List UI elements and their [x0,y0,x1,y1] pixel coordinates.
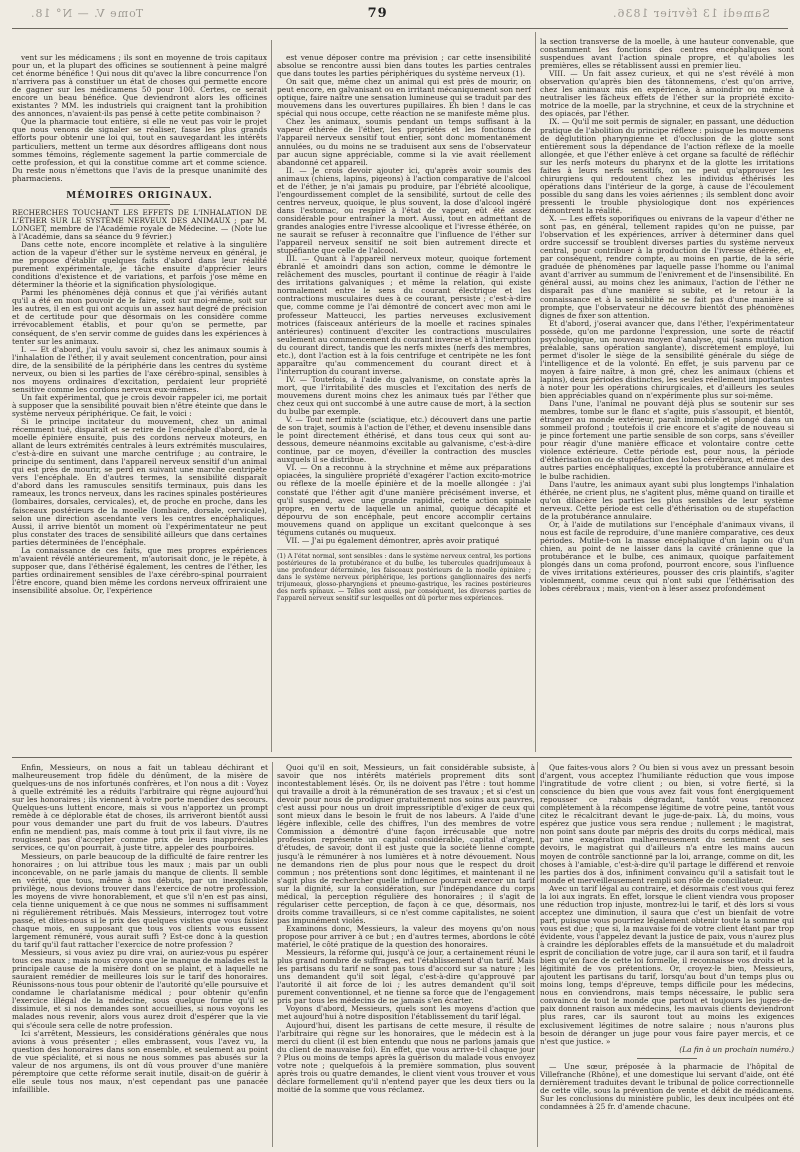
header-left-mirror-text: Tome V. — N° 18. [30,6,144,20]
header-right-mirror-text: Samedi 13 février 1836. [612,6,770,20]
col2-paragraph: Chez les animaux, soumis pendant un temps suffisant à la vapeur éthérée de l'éther, les propriétés et les fonctions de l'appareil nerveux sensitif tout entier, sont donc momentanément annulées, ou du moins ne se traduisent aux sens de l'observateur par aucun signe appréciable, comme si la vie avait réellement abandonné cet appareil. [277,117,531,167]
col4-paragraph: Enfin, Messieurs, on nous a fait un tableau déchirant et malheureusement trop fidèle du dénûment, de la misère de quelques-uns de nos infortunés confrères, et l'on nous a dit : Voyez à quelle extrémité les a réduits l'arbitraire qui règne aujourd'hui sur les honoraires ; ils viennent à votre porte mendier des secours. Quelques-uns luttent encore, mais si vous n'apportez un prompt remède à ce déplorable état de choses, ils arriveront bientôt aussi pour vous demander une part du fruit de vos labeurs. D'autres enfin ne mendient pas, mais comme à tout prix il faut vivre, ils ne rougissent pas d'accepter comme prix de leurs inappréciables services, ce qu'on pourrait, à juste titre, appeler des pourboires. [12,764,268,853]
col5-paragraph: Aujourd'hui, disent les partisans de cette mesure, il résulte de l'arbitraire qui règne sur les honoraires, que le médecin est à la merci du client (il est bien entendu que nous ne parlons jamais que du client de mauvaise foi). En effet, que vous arrive-t-il chaque jour ? Plus ou moins de temps après la guérison du malade vous envoyez votre note ; quelquefois à la première sommation, plus souvent après trois ou quatre demandes, le client vient vous trouver et vous déclare formellement qu'il n'entend payer que les deux tiers ou la moitié de la somme que vous réclamez. [277,1020,535,1094]
col1-paragraph: I. — Et d'abord, j'ai voulu savoir si, chez les animaux soumis à l'inhalation de l'éther, il y avait seulement concentration, pour ainsi dire, de la sensibilité de la périphérie dans les centres du système nerveux, ou bien si les parties de l'axe cérébro-spinal, sensibles à nos moyens ordinaires d'excitation, perdaient leur propriété sensitive comme les cordons nerveux eux-mêmes. [12,344,267,394]
section-divider [110,204,170,205]
col4-paragraph: Messieurs, si vous aviez pu dire vrai, on auriez-vous pu espérer tous ces maux ; mais nous croyons que le manque de malades est la principale cause de la misère dont on se plaint, et à laquelle ne sauraient remédier de meilleures lois sur le tarif des honoraires. Réunissons-nous tous pour obtenir de l'autorité qu'elle poursuive et condamne le charlatanisme médical ; pour obtenir qu'enfin l'exercice illégal de la médecine, sous quelque forme qu'il se dissimule, et si nos demandes sont accueillies, si nous voyons les malades nous revenir, alors vous aurez droit d'espérer que la vie qui s'écoule sera celle de notre profession. [12,948,268,1030]
article-intro: RECHERCHES TOUCHANT LES EFFETS DE L'INHALATION DE L'ÉTHER SUR LE SYSTÈME NERVEUX DES ANIMAUX ; par M. LONGET, membre de l'Académie royale de Médecine. — (Note lue à l'Académie, dans sa séance du 9 février.) [12,207,267,241]
footnote: (1) A l'état normal, sont sensibles : dans le système nerveux central, les portions postérieures de la protubérance et du bulbe, les tubercules quadrijumeaux à une profondeur déterminée, les faisceaux postérieurs de la moelle épinière ; dans le système nerveux périphérique, les portions ganglionnaires des nerfs trijumeaux, glosso-pharyngiens et pneumo-gastrique, les racines postérieures des nerfs spinaux. — Telles sont aussi, par conséquent, les diverses parties de l'appareil nerveux sensitif sur lesquelles ont dû porter mes expériences. [277,549,531,602]
col6-paragraph: Avec un tarif légal au contraire, et désormais c'est vous qui ferez la loi aux ingrats. En effet, lorsque le client viendra vous proposer une réduction trop injuste, montrez-lui le tarif, et dès lors si vous acceptez une diminution, il saura que c'est un bienfait de votre part, puisque vous pourriez légalement obtenir toute la somme qui vous est due ; que si, la mauvaise foi de votre client étant par trop évidente, vous l'appelez devant la justice de paix, vous n'aurez plus à craindre les déplorables effets de la mansuétude et du maladroit esprit de conciliation de votre juge, car il aura son tarif, et il faudra bien qu'en face de cette loi formelle, il reconnaisse vos droits et la légitimité de vos prétentions. Or, croyez-le bien, Messieurs, ajoutent les partisans du tarif, lorsqu'au bout d'un temps plus ou moins long, temps d'épreuve, temps difficile pour les médecins, nous en conviendrons, mais temps nécessaire, le public sera convaincu de tout le monde que partout et toujours les juges-de-paix donnent raison aux médecins, les mauvais clients deviendront plus rares, car ils sauront tout au moins les exigences exclusivement légitimes de notre salaire ; nous n'aurons plus besoin de déranger un juge pour vous faire payer mercis, et ce n'est que justice. » [540,883,794,1046]
col1-paragraph: Que la pharmacie tout entière, si elle ne veut pas voir le projet que nous venons de signaler se réaliser, fasse les plus grands efforts pour obtenir une loi qui, tout en sauvegardant les intérêts particuliers, mettent un terme aux désordres affligeans dont nous sommes témoins, réglemente sagement la partie commerciale de cette profession, et qui la constitue comme art et comme science. Du reste nous n'émettons que l'avis de la presque unanimité des pharmaciens. [12,117,267,183]
col1-paragraph: Si le principe incitateur du mouvement, chez un animal récemment tué, disparaît et se retire de l'encéphale d'abord, de la moelle épinière ensuite, puis des cordons nerveux moteurs, en allant de leurs extrémités centrales à leurs extrémités musculaires, c'est-à-dire en suivant une marche centrifuge ; au contraire, le principe du sentiment, dans l'appareil nerveux sensitif d'un animal qui est près de mourir, se perd en suivant une marche centripète vers l'encéphale. En d'autres termes, la sensibilité disparaît d'abord dans les ramuscules sensitifs terminaux, puis dans les rameaux, les troncs nerveux, dans les racines spinales postérieures (lombaires, dorsales, cervicales), et, de proche en proche, dans les faisceaux postérieurs de la moelle (lombaire, dorsale, cervicale), selon une direction ascendante vers les centres encéphaliques. Aussi, il arrive bientôt un moment où l'expérimentateur ne peut plus constater des traces de sensibilité ailleurs que dans certaines parties déterminées de l'encéphale. [12,417,267,547]
col5-paragraph: Voyons d'abord, Messieurs, quels sont les moyens d'action que met aujourd'hui à notre disposition l'établissement du tarif légal. [277,1004,535,1022]
col2-paragraph: V. — Tout nerf mixte (sciatique, etc.) découvert dans une partie de son trajet, soumis à l'action de l'éther, et devenu insensible dans le point directement éthérisé, et dans tous ceux qui sont au-dessous, demeure néanmoins excitable au galvanisme, c'est-à-dire continue, par ce moyen, d'éveiller la contraction des muscles auxquels il se distribue. [277,415,531,465]
item-divider [637,1058,697,1059]
col5-paragraph: Examinons donc, Messieurs, la valeur des moyens qu'on nous propose pour arriver à ce but ; en d'autres termes, abordons le côté matériel, le côté pratique de la question des honoraires. [277,923,535,950]
column-1 [12,54,267,751]
column-3 [540,38,794,751]
col3-paragraph: X. — Les effets soporifiques ou enivrans de la vapeur d'éther ne sont pas, en général, tellement rapides qu'on ne puisse, par l'observation et les expériences, arriver à déterminer dans quel ordre successif se troublent diverses parties du système nerveux central, pour contribuer à la production de l'ivresse éthérée, et, par conséquent, rendre compte, au moins en partie, de la série graduée de phénomènes par laquelle passe l'homme ou l'animal avant d'arriver au summum de l'enivrement et de l'insensibilité. En général aussi, au moins chez les animaux, l'action de l'éther ne disparaît pas d'une manière si subite, et le retour à la connaissance et à la sensibilité ne se fait pas d'une manière si prompte, que l'observateur ne découvre bientôt des phénomènes dignes de fixer son attention. [540,214,794,320]
col5-paragraph: Quoi qu'il en soit, Messieurs, un fait considérable subsiste, à savoir que nos intérêts matériels proprement dits sont incontestablement lésés. Or, ils ne doivent pas l'être : tout homme qui travaille a droit à la rémunération de ses travaux ; et si c'est un devoir pour nous de prodiguer gratuitement nos soins aux pauvres, c'est aussi pour nous un droit impressriptible d'exiger de ceux qui sont mieux dans le besoin le fruit de nos labeurs. A l'aide d'une légère inflexible, celle des chiffres, l'un des membres de votre Commission a démontré d'une façon irrécusable que notre profession représente un capital considérable, capital d'argent, d'études, de savoir, dont il est juste que la société lienne compte jusqu'à le rémunérer à nos lumières et à notre dévouement. Nous ne demandons rien de plus pour nous que le respect du droit commun ; nos prétentions sont donc légitimes, et maintenant il ne s'agit plus de rechercher quelle influence pourrait exercer un tarif sur la dignité, sur la considération, sur l'indépendance du corps médical, la perception régulière des honoraires ; il s'agit de régulariser cette perception, de façon à ce que, désormais, nos droits comme travailleurs, si ce n'est comme capitalistes, ne soient pas impunément violés. [277,764,535,925]
col3-paragraph: Et d'abord, j'oserai avancer que, dans l'éther, l'expérimentateur possède, qu'on me pardonne l'expression, une sorte de réactif psychologique, un nouveau moyen d'analyse, qui (sans mutilation préalable, sans opération sanglante), discrètement employé, lui permet d'isoler le siège de la sensibilité générale du siège de l'intelligence et de la volonté. En effet, je suis parvenu par ce moyen à faire naître, à mon gré, chez les animaux (chiens et lapins), deux périodes distinctes, les seules réellement importantes à noter pour les opérations chirurgicales, et d'ailleurs les seules bien appréciables quand on n'expérimente plus sur soi-même. [540,318,794,401]
col4-paragraph: Messieurs, on parle beaucoup de la difficulté de faire rentrer les honoraires ; on lui attribue tous les maux ; mais par un oubli inconcevable, on ne parle jamais du manque de clients. Il semble en vérité, que tous, même à nos débuts, par un inexplicable privilège, nous devions trouver dans l'exercice de notre profession, les moyens de vivre honorablement, et que s'il n'en est pas ainsi, cela tienne uniquement à ce que nous ne sommes ni suffisamment ni régulièrement rétribués. Mais Messieurs, interrogez tout votre passé, et dites-nous si le prix des quelques visites que vous faisiez chaque mois, en supposant que tous vos clients vous eussent largement rémunéré, vous aurait suffi ? Est-ce donc à la question du tarif qu'il faut rattacher l'exercice de notre profession ? [12,851,268,950]
column-4 [12,764,268,1144]
col2-paragraph: VI. — On a reconnu à la strychnine et même aux préparations opiacées, la singulière propriété d'exagérer l'action excito-motrice ou réflexe de la moelle épinière et de la moelle allongée : j'ai constaté que l'éther agit d'une manière précisément inverse, et qu'il suspend, avec une grande rapidité, cette action spinale propre, en vertu de laquelle un animal, quoique décapité et dépourvu de son encéphale, peut encore accomplir certains mouvemens quand on applique un excitant quelconque à ses tégumens cutanés ou muqueux. [277,463,531,537]
col2-paragraph: VII. — J'ai pu également démontrer, après avoir pratiqué [286,535,500,545]
col3-paragraph: Or, à l'aide de mutilations sur l'encéphale d'animaux vivans, il nous est facile de reproduire, d'une manière comparative, ces deux périodes. Mutile-t-on la masse encéphalique d'un lapin ou d'un chien, au point de ne laisser dans la cavité crânienne que la protubérance et le bulbe, ces animaux, quoique parfaitement plongés dans un coma profond, pourront encore, sous l'influence de vives irritations extérieures, pousser des cris plaintifs, s'agiter violemment, comme ceux qui n'ont subi que l'éthérisation des lobes cérébraux ; mais, vient-on à léser assez profondément [540,519,794,594]
col6-paragraph: Que faites-vous alors ? Ou bien si vous avez un pressant besoin d'argent, vous acceptez l'humiliante réduction que vous impose l'ingratitude de votre client ; ou bien, si votre fierté, si la conscience du bien que vous avez fait vous font énergiquement repousser ce rabais dégradant, tantôt vous renoncez complètement à la récompense légitime de votre peine, tantôt vous citez le récalcitrant devant le juge-de-paix. Là, du moins, vous espérez que justice vous sera rendue ; nullement ; le magistrat, non point sans doute par mépris des droits du corps médical, mais par une exagération malheureusement du sentiment de ses devoirs, le magistrat qui d'ailleurs n'a entre les mains aucun moyen de contrôle sanctionné par la loi, arrange, comme on dit, les choses à l'amiable, c'est-à-dire qu'il partage le différend et renvoie les parties dos à dos, infiniment convaincu qu'il a satisfait tout le monde et merveilleusement rempli son rôle de conciliateur. [540,764,794,885]
col3-paragraph: VIII. — Un fait assez curieux, et qui ne s'est révélé à mon observation qu'après bien des tâtonnemens, c'est qu'on arrive, chez les animaux mis en expérience, à amoindrir ou même à neutraliser les fâcheux effets de l'éther sur la propriété excito-motrice de la moelle, par la strychnine, et ceux de la strychnine et des opiacés, par l'éther. [540,69,794,119]
col2-paragraph: est venue déposer contre ma prévision ; car cette insensibilité absolue se rencontre aussi bien dans toutes les parties centrales que dans toutes les parties périphériques du système nerveux (1). [277,54,531,79]
section-divider [110,187,170,188]
column-divider-top-1 [271,40,272,752]
col2-paragraph: III. — Quant à l'appareil nerveux moteur, quoique fortement ébranlé et amoindri dans son action, comme le démontre le relâchement des muscles, pourtant il continue de réagir à l'aide des irritations galvaniques ; et même la relation, qui existe normalement entre le sens du courant électrique et les contractions musculaires dues à ce courant, persiste ; c'est-à-dire que, comme comme je l'ai démontré de concert avec mon ami le professeur Matteucci, les parties nerveuses exclusivement motrices (faisceaux antérieurs de la moelle et racines spinales antérieures) continuent d'exciter les contractions musculaires seulement au commencement du courant inverse et à l'interruption du courant direct, tandis que les nerfs mixtes (nerfs des membres, etc.), dont l'action est à la fois centrifuge et centripète ne les font apparaître qu'au commencement du courant direct et à l'interruption du courant inverse. [277,254,531,376]
col1-paragraph: Dans cette note, encore incomplète et relative à la singulière action de la vapeur d'éther sur le système nerveux en général, je me propose d'établir quelques faits d'abord dans leur réalité purement expérimentale, je tâche ensuite d'apprécier leurs conditions d'existence et de variations, et parfois j'ose même en déterminer la théorie et la signification physiologique. [12,239,267,290]
col2-paragraph: IV. — Toutefois, à l'aide du galvanisme, on constate après la mort, que l'irritabilité des muscles et l'excitation des nerfs de mouvemens durent moins chez les animaux tués par l'éther que chez ceux qui ont succombé à une autre cause de mort, à la section du bulbe par exemple. [277,374,531,417]
column-divider-bottom-2 [537,762,538,1147]
column-divider-bottom-1 [272,762,273,1147]
column-divider-top-2 [535,32,536,752]
column-2 [277,54,531,751]
middle-rule [12,757,792,758]
header-rule [12,28,788,29]
col1-paragraph: vent sur les médicamens ; ils sont en moyenne de trois capitaux pour un, et la plupart des officines se soutiennent à peine malgré cet énorme bénéfice ! Qui nous dit qu'avec la libre concurrence l'on n'arrivera pas à constituer un état de choses qui permette encore de gagner sur les médicamens 50 pour 100. Certes, ce serait encore un beau bénéfice. Que deviendront alors les officines existantes ? MM. les industriels qui craignent tant la prohibition des annonces, n'avaient-ils pas pensé à cette petite combinaison ? [12,54,267,119]
col2-paragraph: II. — Je crois devoir ajouter ici, qu'après avoir soumis des animaux (chiens, lapins, pigeons) à l'action comparative de l'alcool et de l'éther, je n'ai jamais pu produire, par l'ébriété alcoolique, l'engourdissement complet de la sensibilité, surtout de celle des centres nerveux, quoique, le plus souvent, la dose d'alcool ingéré dans l'estomac, ou respiré à l'état de vapeur, eût été assez considérable pour entraîner la mort. Aussi, tout en admettant de grandes analogies entre l'ivresse alcoolique et l'ivresse éthérée, on ne saurait se refuser à reconnaître que l'influence de l'éther sur l'appareil nerveux sensitif ne soit bien autrement directe et stupéfiante que celle de l'alcool. [277,165,531,256]
col2-paragraph: On sait que, même chez un animal qui est près de mourir, on peut encore, en galvanisant ou en irritant mécaniquement son nerf optique, faire naître une sensation lumineuse qui se traduit par des mouvemens dans les ouvertures pupillaires. Eh bien ! dans le cas spécial qui nous occupe, cette réaction ne se manifeste même plus. [277,77,531,119]
column-5 [277,764,535,1144]
page-header [0,0,800,26]
col1-paragraph: Parmi les phénomènes déjà connus et que j'ai vérifiés autant qu'il a été en mon pouvoir de le faire, soit sur moi-même, soit sur les autres, il en est qui ont acquis un assez haut degré de précision et de certitude pour que désormais on les considère comme irrévocablement établis, et pour qu'on se permette, par conséquent, de s'en servir comme de guides dans les expériences à tenter sur les animaux. [12,288,267,346]
column-6 [540,764,794,1144]
section-title: MÉMOIRES ORIGINAUX. [66,190,213,201]
continuation-note: (La fin à un prochain numéro.) [679,1044,794,1054]
col1-paragraph: Un fait expérimental, que je crois devoir rappeler ici, me portait à supposer que la sensibilité pouvait bien n'être éteinte que dans le système nerveux périphérique. Ce fait, le voici : [12,392,267,418]
col3-paragraph: IX. — Qu'il me soit permis de signaler, en passant, une déduction pratique de l'abolition du principe réflexe : puisque les mouvemens de déglutition pharyngienne et d'occlusion de la glotte sont entièrement sous la dépendance de l'action réflexe de la moelle allongée, et que l'éther enlève à cet organe sa faculté de réfléchir sur les nerfs moteurs du pharynx et de la glotte les irritations faites à leurs nerfs sensitifs, on ne peut qu'approuver les chirurgiens qui redoutent chez les individus éthérisés les opérations dans l'intérieur de la gorge, à cause de l'écoulement possible du sang dans les voies aériennes ; ils semblent donc avoir pressenti le trouble physiologique dont nos expériences démontrent la réalité. [540,117,794,215]
col3-paragraph: Dans l'autre, les animaux ayant subi plus longtemps l'inhalation éthérée, ne crient plus, ne s'agitent plus, même quand on tiraille et qu'on dilacère les parties les plus sensibles de leur système nerveux. Cette période est celle d'éthérisation ou de stupéfaction de la protubérance annulaire. [540,479,794,521]
page-number: 79 [367,5,388,21]
col6-paragraph: — Une sœur, préposée à la pharmacie de l'hôpital de Villefranche (Rhône), et une domestique lui servant d'aide, ont été dernièrement traduites devant le tribunal de police correctionnelle de cette ville, sous la prévention de vente et débit de médicamens. Sur les conclusions du ministère public, les deux inculpées ont été condamnées à 25 fr. d'amende chacune. [540,1061,794,1111]
col3-paragraph: Dans l'une, l'animal ne pouvant déjà plus se soutenir sur ses membres, tombe sur le flanc et s'agite, puis s'assoupit, et bientôt, étranger au monde extérieur, paraît immobile et plongé dans un sommeil profond ; toutefois il crie encore et s'agite de nouveau si je pince fortement une partie sensible de son corps, sans s'éveiller pour réagir d'une manière efficace et volontaire contre cette violence extérieure. Cette période est, pour nous, la période d'éthérisation ou de stupéfaction des lobes cérébraux, et même des autres parties encéphaliques, excepté la protubérance annulaire et le bulbe rachidien. [540,399,794,481]
col3-paragraph: la section transverse de la moelle, à une hauteur convenable, que constamment les fonctions des centres encéphaliques sont suspendues avant l'action spinale propre, et qu'abolies les premières, elles se rétablissent aussi en premier lieu. [540,38,794,71]
col4-paragraph: Ici s'arrêtent, Messieurs, les considérations générales que nous avions à vous présenter ; elles embrassent, vous l'avez vu, la question des honoraires dans son ensemble, et seulement au point de vue spécialité, et si nous ne nous sommes pas abusés sur la valeur de nos argumens, ils ont dû vous prouver d'une manière péremptoire que cette réforme serait inutile, disait-on de guérir à elle seule tous nos maux, n'est cependant pas une panacée infaillible. [12,1028,268,1094]
col1-paragraph: La connaissance de ces faits, que mes propres expériences m'avaient révélé antérieurement, m'autorisait donc, je le répète, à supposer que, dans l'éthérisé également, les centres de l'éther, les parties ordinairement sensibles de l'axe cérébro-spinal pourraient l'être encore, quand bien même les cordons nerveux offriraient une insensibilité absolue. Or, l'expérience [12,545,267,595]
col5-paragraph: Messieurs, la réforme qui, jusqu'à ce jour, a certainement réuni le plus grand nombre de suffrages, est l'établissement d'un tarif. Mais les partisans du tarif ne sont pas tous d'accord sur sa nature ; les uns demandent qu'il soit légal, c'est-à-dire qu'approuvé par l'autorité il ait force de loi ; les autres demandent qu'il soit purement conventionnel, et ne tienne sa force que de l'engagement pris par tous les médecins de ne jamais s'en écarter. [277,948,535,1006]
